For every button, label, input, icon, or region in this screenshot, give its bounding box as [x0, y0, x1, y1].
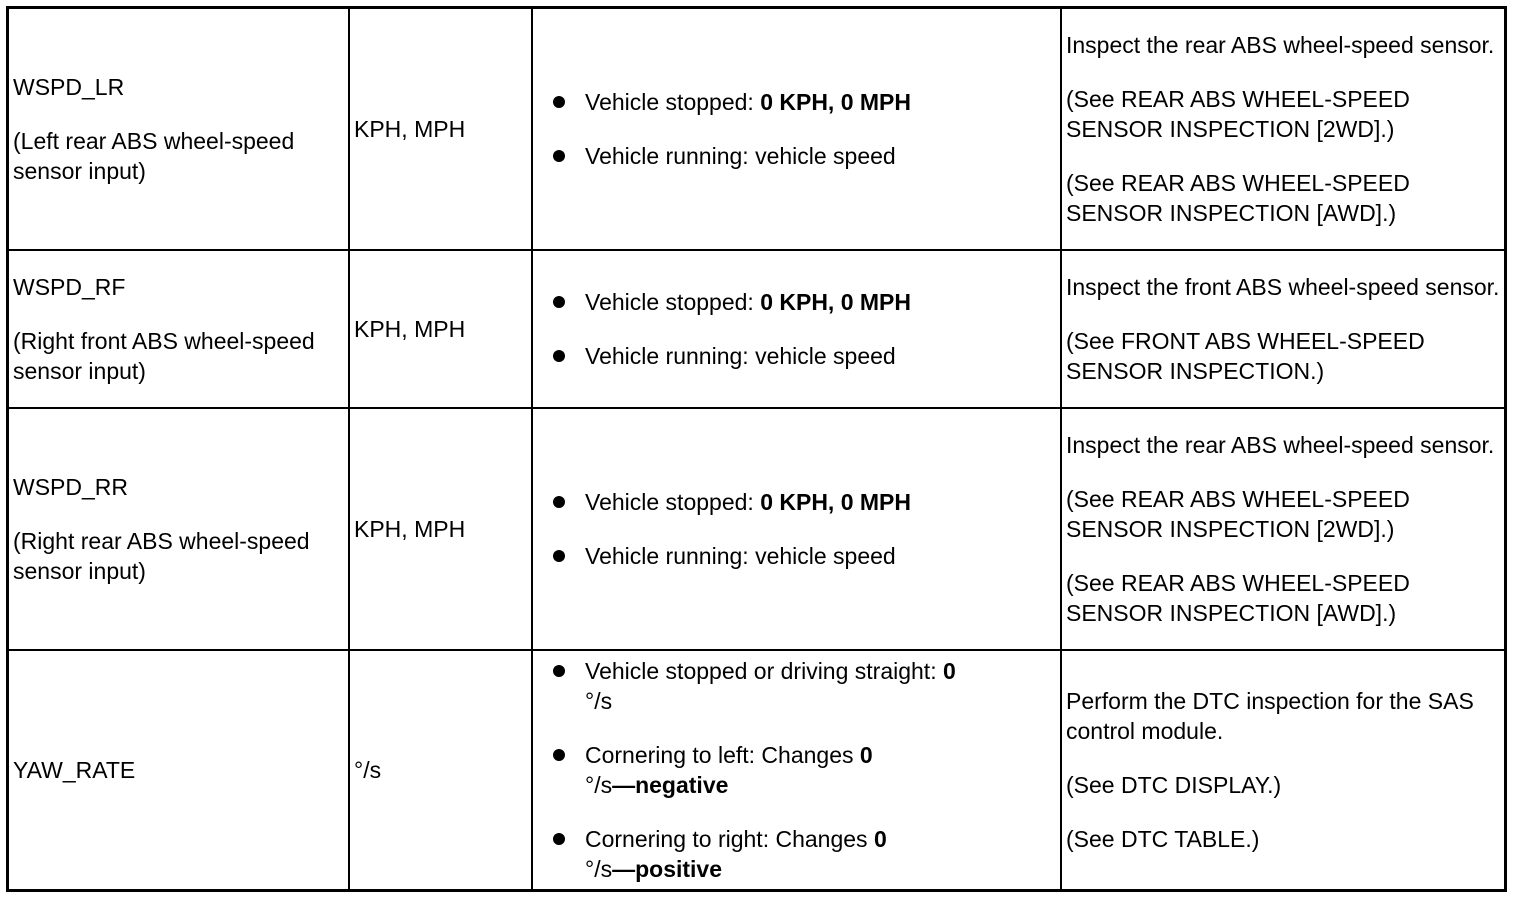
pid-cell — [9, 650, 349, 889]
reference-link: (See DTC TABLE.) — [1066, 826, 1260, 852]
pid-description: (Left rear ABS wheel-speed sensor input) — [13, 128, 295, 184]
condition-cell — [532, 650, 1061, 889]
pid-name: WSPD_LR — [13, 74, 125, 100]
table-row — [9, 650, 1504, 889]
pid-name: WSPD_RR — [13, 474, 129, 500]
action-cell — [1061, 9, 1504, 250]
action-cell — [1061, 650, 1504, 889]
condition-item: Cornering to right: Changes 0 °/s—positive — [585, 824, 1056, 884]
condition-item: Cornering to left: Changes 0 °/s—negative — [585, 740, 1056, 800]
condition-item: Vehicle stopped: 0 KPH, 0 MPH — [585, 287, 1056, 317]
condition-item: Vehicle running: vehicle speed — [585, 341, 1056, 371]
pid-name: YAW_RATE — [13, 757, 136, 783]
condition-item: Vehicle stopped: 0 KPH, 0 MPH — [585, 87, 1056, 117]
unit-cell: °/s — [349, 650, 532, 889]
unit-cell: KPH, MPH — [349, 250, 532, 408]
monitor-item-table — [9, 9, 1504, 889]
monitor-item-table-frame — [6, 6, 1507, 892]
action-cell — [1061, 250, 1504, 408]
action-cell — [1061, 408, 1504, 650]
reference-link: (See REAR ABS WHEEL-SPEED SENSOR INSPECTION [2WD].) — [1066, 86, 1410, 142]
reference-link: (See FRONT ABS WHEEL-SPEED SENSOR INSPECTION.) — [1066, 328, 1425, 384]
pid-cell — [9, 408, 349, 650]
reference-link: (See REAR ABS WHEEL-SPEED SENSOR INSPECTION [2WD].) — [1066, 486, 1410, 542]
reference-link: (See REAR ABS WHEEL-SPEED SENSOR INSPECTION [AWD].) — [1066, 170, 1410, 226]
unit-cell: KPH, MPH — [349, 9, 532, 250]
condition-cell — [532, 408, 1061, 650]
pid-description: (Right rear ABS wheel-speed sensor input) — [13, 528, 310, 584]
condition-cell — [532, 250, 1061, 408]
condition-item: Vehicle stopped or driving straight: 0 °/s — [585, 656, 1056, 716]
action-text: Inspect the rear ABS wheel-speed sensor. — [1066, 32, 1495, 58]
table-row — [9, 408, 1504, 650]
condition-item: Vehicle running: vehicle speed — [585, 541, 1056, 571]
condition-item: Vehicle running: vehicle speed — [585, 141, 1056, 171]
action-text: Inspect the front ABS wheel-speed sensor. — [1066, 274, 1500, 300]
action-text: Perform the DTC inspection for the SAS control module. — [1066, 688, 1474, 744]
pid-cell — [9, 250, 349, 408]
action-text: Inspect the rear ABS wheel-speed sensor. — [1066, 432, 1495, 458]
pid-name: WSPD_RF — [13, 274, 126, 300]
condition-list — [537, 87, 1056, 171]
condition-list — [537, 287, 1056, 371]
condition-list — [537, 487, 1056, 571]
reference-link: (See DTC DISPLAY.) — [1066, 772, 1282, 798]
condition-item: Vehicle stopped: 0 KPH, 0 MPH — [585, 487, 1056, 517]
condition-list — [537, 656, 1056, 884]
pid-description: (Right front ABS wheel-speed sensor input) — [13, 328, 315, 384]
table-row — [9, 250, 1504, 408]
condition-cell — [532, 9, 1061, 250]
unit-cell: KPH, MPH — [349, 408, 532, 650]
table-row — [9, 9, 1504, 250]
pid-cell — [9, 9, 349, 250]
reference-link: (See REAR ABS WHEEL-SPEED SENSOR INSPECTION [AWD].) — [1066, 570, 1410, 626]
